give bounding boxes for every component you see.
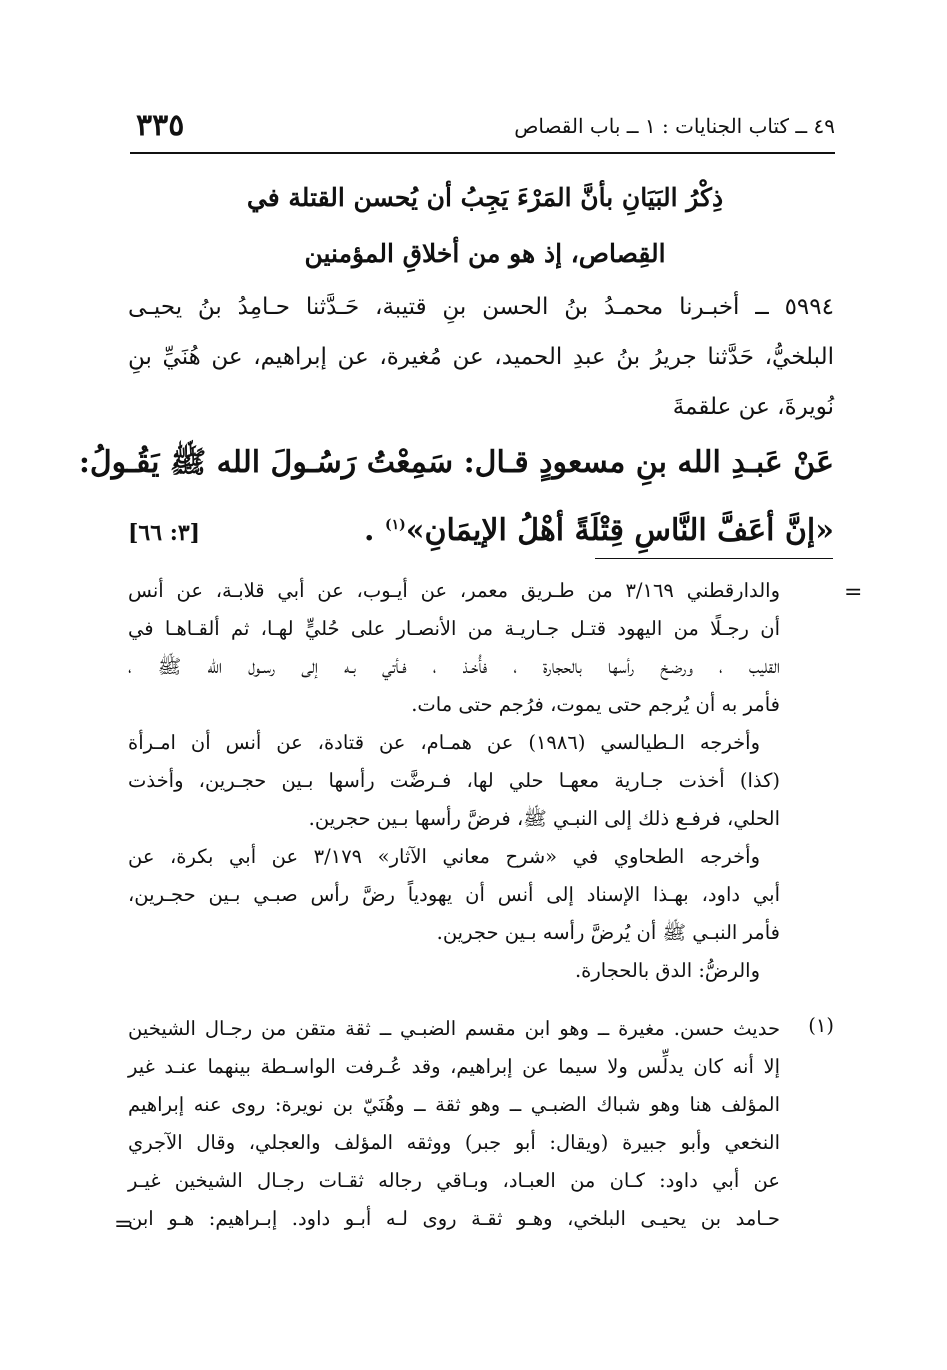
footnote-divider [595, 558, 833, 559]
note-line: فأمر النبـي ﷺ أن يُرضَّ رأسه بـين حجرين. [436, 921, 780, 944]
isnad-line-1: ٥٩٩٤ ــ أخبـرنا محمـدُ بنُ الحسن بنِ قتيبة، حَـدَّثنا حـامِدُ بنُ يحيـى [128, 294, 834, 320]
hadith-quote: «إنَّ أعَفَّ النَّاسِ قِتْلَةً أهْلُ الإيمَانِ»$^{(١)}$ . [364, 513, 834, 548]
footnote-line: حديث حسن. مغيرة ــ وهو ابن مقسم الضبـي ــ ثقة متقن من رجـال الشيخين [128, 1017, 780, 1040]
page-number: ٣٣٥ [136, 108, 185, 143]
footnote-line: المؤلف هنا وهو شباك الضبـي ــ وهو ثقة ــ وهُنَيّ بن نويرة: روى عنه إبراهيم [128, 1093, 780, 1116]
note-line: وأخرجه الـطيالسي (١٩٨٦) عن همـام، عن قتادة، عن أنس أن امـرأة [128, 731, 760, 754]
continued-notes [128, 572, 780, 990]
note-line: وأخرجه الطحاوي في «شرح معاني الآثار» ٣/١٧٩ عن أبي بكرة، عن [128, 845, 760, 868]
note-line: والرضُّ: الدق بالحجارة. [574, 959, 760, 982]
note-line: الحلي، فرفـع ذلك إلى النبـي ﷺ، فرضَّ رأسها بـين حجرين. [308, 807, 780, 830]
note-line: والدارقطني ٣/١٦٩ من طـريق معمر، عن أيـوب، عن أبي قلابـة، عن أنس [128, 579, 780, 602]
isnad-line-2: البلخيُّ، حَدَّثنا جريرُ بنُ عبدِ الحميد، عن مُغيرة، عن إبراهيم، عن هُنَيِّ بنِ [128, 344, 834, 370]
hadith-line-2 [128, 494, 834, 564]
reference-code: [٣: ٦٦] [128, 520, 201, 546]
footnote-1 [128, 1010, 780, 1238]
chapter-title-line-1: ذِكْرُ البَيَانِ بأنَّ المَرْءَ يَجِبُ أن يُحسن القتلة في [246, 183, 724, 212]
hadith-text [78, 432, 834, 564]
note-line: فأمر به أن يُرجم حتى يموت، فرُجم حتى مات. [411, 693, 780, 716]
footnote-line: عن أبي داود: كـان من العبـاد، وبـاقي رجاله ثقـات رجـال الشيخين غيـر [128, 1169, 780, 1192]
chapter-title [200, 170, 770, 282]
continuation-mark: = [844, 580, 863, 605]
footnote-line: حـامد بن يحيـى البلخي، وهـو ثقـة روى لـه أبـو داود. إبـراهيم: هـو ابن [128, 1207, 780, 1230]
note-line: أبي داود، بهـذا الإسناد إلى أنس أن يهودياً رضَّ رأس صبـي بـين حجـرين، [128, 883, 780, 906]
hadith-line-1: عَنْ عَبـدِ الله بنِ مسعودٍ قـال: سَمِعْتُ رَسُـولَ الله ﷺ يَقُـولُ: [78, 445, 834, 480]
continues-next-page-mark: = [114, 1212, 133, 1237]
note-line: القليب ، ورضـخ رأسها بالحجارة ، فأُخـذ ، فـأتي بـه إلى رسـول الله ﷺ ، [128, 655, 780, 678]
page-header [130, 100, 835, 154]
chapter-title-line-2: القِصاص، إذ هو من أخلاقِ المؤمنين [304, 239, 666, 268]
note-line: أن رجـلًا من اليهود قتـل جـاريـة من الأنصـار على حُليٍّ لهـا، ثم ألقـاهـا في [128, 617, 780, 640]
footnote-1-marker: (١) [808, 1014, 834, 1037]
note-line: (كذا) أخذت جـارية معهـا حلي لها، فـرضَّت رأسها بـين حجـرين، وأخذت [128, 769, 780, 792]
footnote-line: النخعي وأبو جبيرة (ويقال: أبو جبر) ووثقه المؤلف والعجلي، وقال الآجري [128, 1131, 780, 1154]
isnad-paragraph [128, 282, 834, 432]
footnote-ref[interactable]: (١) [384, 517, 406, 533]
footnote-line: إلا أنه كان يدلِّس ولا سيما عن إبراهيم، وقد عُـرفت الواسـطة بينهما عنـد غير [128, 1055, 780, 1078]
isnad-line-3: نُويرةَ، عن علقمةَ [672, 394, 834, 420]
running-head: ٤٩ ــ كتاب الجنايات : ١ ــ باب القصاص [514, 114, 835, 138]
hadith-end-dot: . [364, 513, 375, 548]
